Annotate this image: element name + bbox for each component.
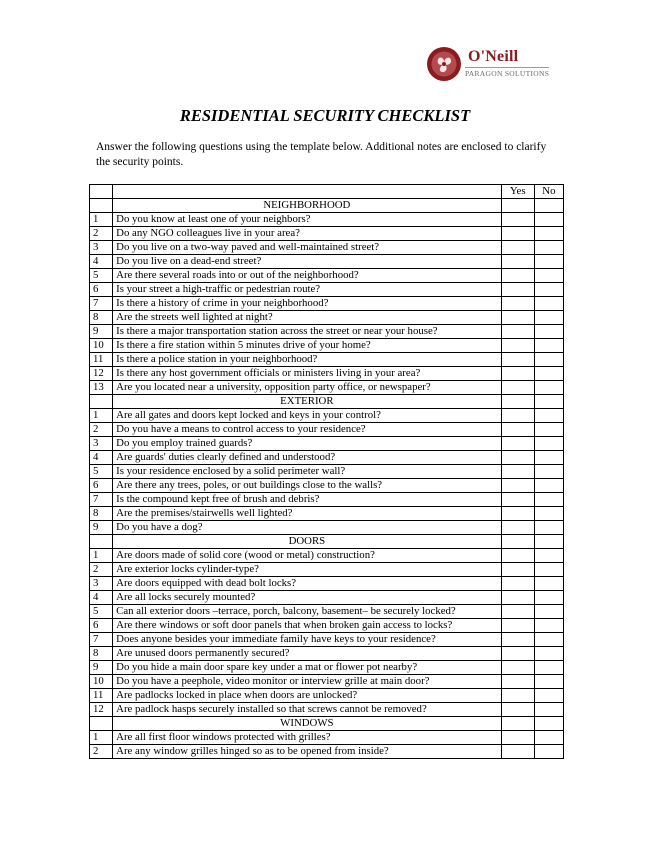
table-row	[90, 577, 564, 591]
answer-yes-cell[interactable]	[501, 451, 534, 465]
answer-yes-cell[interactable]	[501, 227, 534, 241]
question-text: Do you hide a main door spare key under a mat or flower pot nearby?	[113, 661, 501, 675]
answer-yes-cell[interactable]	[501, 605, 534, 619]
answer-no-cell[interactable]	[534, 577, 563, 591]
answer-yes-cell[interactable]	[501, 479, 534, 493]
answer-yes-cell[interactable]	[501, 423, 534, 437]
question-text: Are doors equipped with dead bolt locks?	[113, 577, 501, 591]
answer-yes-cell[interactable]	[501, 675, 534, 689]
answer-no-cell[interactable]	[534, 269, 563, 283]
question-number: 9	[90, 325, 113, 339]
table-row	[90, 661, 564, 675]
table-row	[90, 269, 564, 283]
answer-yes-cell[interactable]	[501, 689, 534, 703]
question-number: 4	[90, 451, 113, 465]
question-text: Do you know at least one of your neighbors?	[113, 213, 501, 227]
answer-no-cell[interactable]	[534, 703, 563, 717]
table-row	[90, 213, 564, 227]
question-number: 9	[90, 661, 113, 675]
question-text: Do you employ trained guards?	[113, 437, 501, 451]
table-row	[90, 241, 564, 255]
question-text: Are there any trees, poles, or out buildings close to the walls?	[113, 479, 501, 493]
table-row	[90, 731, 564, 745]
question-number: 1	[90, 731, 113, 745]
answer-no-cell[interactable]	[534, 213, 563, 227]
answer-no-cell[interactable]	[534, 507, 563, 521]
table-row	[90, 255, 564, 269]
question-number: 3	[90, 577, 113, 591]
table-row	[90, 283, 564, 297]
company-logo	[426, 46, 566, 82]
question-text: Is your residence enclosed by a solid perimeter wall?	[113, 465, 501, 479]
question-number: 11	[90, 689, 113, 703]
logo-tagline: PARAGON SOLUTIONS	[465, 69, 550, 78]
answer-yes-cell[interactable]	[501, 339, 534, 353]
answer-yes-cell[interactable]	[501, 325, 534, 339]
question-number: 3	[90, 437, 113, 451]
question-text: Is there a history of crime in your neighborhood?	[113, 297, 501, 311]
table-row	[90, 745, 564, 759]
answer-no-cell[interactable]	[534, 311, 563, 325]
answer-yes-cell[interactable]	[501, 353, 534, 367]
answer-no-cell[interactable]	[534, 731, 563, 745]
section-no-cell	[534, 395, 563, 409]
question-number: 4	[90, 591, 113, 605]
question-number: 2	[90, 227, 113, 241]
question-text: Is there any host government officials or ministers living in your area?	[113, 367, 501, 381]
answer-no-cell[interactable]	[534, 661, 563, 675]
question-text: Are exterior locks cylinder-type?	[113, 563, 501, 577]
question-text: Do you have a means to control access to your residence?	[113, 423, 501, 437]
question-text: Are all locks securely mounted?	[113, 591, 501, 605]
question-text: Do you have a dog?	[113, 521, 501, 535]
table-row	[90, 647, 564, 661]
answer-no-cell[interactable]	[534, 605, 563, 619]
section-yes-cell	[501, 199, 534, 213]
question-text: Do you live on a two-way paved and well-maintained street?	[113, 241, 501, 255]
table-row	[90, 325, 564, 339]
answer-yes-cell[interactable]	[501, 311, 534, 325]
section-row-doors	[90, 535, 564, 549]
question-text: Is there a major transportation station across the street or near your house?	[113, 325, 501, 339]
question-text: Are unused doors permanently secured?	[113, 647, 501, 661]
question-text: Do you live on a dead-end street?	[113, 255, 501, 269]
section-heading: NEIGHBORHOOD	[113, 199, 501, 213]
security-checklist-table	[89, 184, 564, 759]
answer-yes-cell[interactable]	[501, 437, 534, 451]
answer-yes-cell[interactable]	[501, 255, 534, 269]
table-row	[90, 507, 564, 521]
header-no: No	[534, 185, 563, 199]
section-yes-cell	[501, 395, 534, 409]
question-number: 5	[90, 465, 113, 479]
question-number: 5	[90, 605, 113, 619]
table-row	[90, 339, 564, 353]
answer-no-cell[interactable]	[534, 633, 563, 647]
section-heading: DOORS	[113, 535, 501, 549]
answer-no-cell[interactable]	[534, 381, 563, 395]
question-number: 1	[90, 409, 113, 423]
answer-no-cell[interactable]	[534, 339, 563, 353]
answer-yes-cell[interactable]	[501, 507, 534, 521]
section-spacer-cell	[90, 199, 113, 213]
table-header-row	[90, 185, 564, 199]
question-number: 7	[90, 297, 113, 311]
question-text: Does anyone besides your immediate family have keys to your residence?	[113, 633, 501, 647]
section-heading: WINDOWS	[113, 717, 501, 731]
question-number: 1	[90, 213, 113, 227]
section-spacer-cell	[90, 717, 113, 731]
question-text: Are you located near a university, opposition party office, or newspaper?	[113, 381, 501, 395]
question-number: 12	[90, 703, 113, 717]
section-row-neighborhood	[90, 199, 564, 213]
section-yes-cell	[501, 535, 534, 549]
header-yes: Yes	[501, 185, 534, 199]
section-yes-cell	[501, 717, 534, 731]
answer-yes-cell[interactable]	[501, 465, 534, 479]
question-number: 8	[90, 507, 113, 521]
answer-no-cell[interactable]	[534, 493, 563, 507]
answer-yes-cell[interactable]	[501, 633, 534, 647]
section-no-cell	[534, 535, 563, 549]
section-heading: EXTERIOR	[113, 395, 501, 409]
answer-yes-cell[interactable]	[501, 577, 534, 591]
table-row	[90, 703, 564, 717]
table-row	[90, 493, 564, 507]
question-number: 10	[90, 339, 113, 353]
logo-name: O'Neill	[468, 48, 519, 65]
question-text: Are the premises/stairwells well lighted?	[113, 507, 501, 521]
answer-no-cell[interactable]	[534, 297, 563, 311]
question-text: Is there a fire station within 5 minutes drive of your home?	[113, 339, 501, 353]
answer-yes-cell[interactable]	[501, 381, 534, 395]
section-row-exterior	[90, 395, 564, 409]
question-text: Is the compound kept free of brush and debris?	[113, 493, 501, 507]
answer-yes-cell[interactable]	[501, 493, 534, 507]
answer-no-cell[interactable]	[534, 241, 563, 255]
answer-no-cell[interactable]	[534, 675, 563, 689]
question-text: Are the streets well lighted at night?	[113, 311, 501, 325]
answer-yes-cell[interactable]	[501, 661, 534, 675]
table-row	[90, 521, 564, 535]
answer-no-cell[interactable]	[534, 689, 563, 703]
question-number: 6	[90, 479, 113, 493]
question-text: Are guards' duties clearly defined and understood?	[113, 451, 501, 465]
answer-no-cell[interactable]	[534, 367, 563, 381]
answer-no-cell[interactable]	[534, 521, 563, 535]
question-text: Is there a police station in your neighborhood?	[113, 353, 501, 367]
table-row	[90, 465, 564, 479]
question-number: 7	[90, 493, 113, 507]
question-number: 12	[90, 367, 113, 381]
table-row	[90, 633, 564, 647]
answer-no-cell[interactable]	[534, 227, 563, 241]
question-text: Can all exterior doors –terrace, porch, balcony, basement– be securely locked?	[113, 605, 501, 619]
answer-no-cell[interactable]	[534, 437, 563, 451]
answer-no-cell[interactable]	[534, 325, 563, 339]
section-spacer-cell	[90, 535, 113, 549]
answer-no-cell[interactable]	[534, 465, 563, 479]
answer-yes-cell[interactable]	[501, 647, 534, 661]
question-text: Are there several roads into or out of the neighborhood?	[113, 269, 501, 283]
question-number: 10	[90, 675, 113, 689]
question-number: 3	[90, 241, 113, 255]
answer-yes-cell[interactable]	[501, 745, 534, 759]
answer-no-cell[interactable]	[534, 591, 563, 605]
question-number: 2	[90, 745, 113, 759]
question-number: 11	[90, 353, 113, 367]
answer-no-cell[interactable]	[534, 283, 563, 297]
table-row	[90, 451, 564, 465]
table-row	[90, 437, 564, 451]
answer-no-cell[interactable]	[534, 647, 563, 661]
table-row	[90, 605, 564, 619]
answer-yes-cell[interactable]	[501, 213, 534, 227]
question-number: 6	[90, 619, 113, 633]
section-no-cell	[534, 199, 563, 213]
table-row	[90, 619, 564, 633]
question-text: Are all gates and doors kept locked and keys in your control?	[113, 409, 501, 423]
answer-no-cell[interactable]	[534, 255, 563, 269]
table-row	[90, 227, 564, 241]
question-number: 5	[90, 269, 113, 283]
page-title: RESIDENTIAL SECURITY CHECKLIST	[179, 106, 471, 125]
answer-yes-cell[interactable]	[501, 703, 534, 717]
table-row	[90, 297, 564, 311]
answer-yes-cell[interactable]	[501, 619, 534, 633]
table-row	[90, 409, 564, 423]
question-number: 9	[90, 521, 113, 535]
question-text: Do any NGO colleagues live in your area?	[113, 227, 501, 241]
intro-paragraph: Answer the following questions using the template below. Additional notes are enclosed to clarify the security points.	[96, 141, 547, 168]
answer-no-cell[interactable]	[534, 451, 563, 465]
triskelion-logo-icon	[426, 46, 462, 82]
table-row	[90, 367, 564, 381]
question-number: 13	[90, 381, 113, 395]
table-row	[90, 591, 564, 605]
table-row	[90, 381, 564, 395]
answer-yes-cell[interactable]	[501, 283, 534, 297]
answer-yes-cell[interactable]	[501, 549, 534, 563]
table-row	[90, 549, 564, 563]
answer-yes-cell[interactable]	[501, 297, 534, 311]
section-spacer-cell	[90, 395, 113, 409]
answer-no-cell[interactable]	[534, 423, 563, 437]
question-number: 1	[90, 549, 113, 563]
question-number: 2	[90, 423, 113, 437]
table-row	[90, 353, 564, 367]
question-number: 8	[90, 311, 113, 325]
answer-yes-cell[interactable]	[501, 591, 534, 605]
answer-no-cell[interactable]	[534, 549, 563, 563]
table-row	[90, 311, 564, 325]
table-row	[90, 689, 564, 703]
question-text: Are all first floor windows protected with grilles?	[113, 731, 501, 745]
answer-yes-cell[interactable]	[501, 731, 534, 745]
answer-yes-cell[interactable]	[501, 241, 534, 255]
question-text: Is your street a high-traffic or pedestrian route?	[113, 283, 501, 297]
answer-no-cell[interactable]	[534, 353, 563, 367]
answer-yes-cell[interactable]	[501, 269, 534, 283]
question-number: 2	[90, 563, 113, 577]
answer-no-cell[interactable]	[534, 409, 563, 423]
table-row	[90, 563, 564, 577]
question-number: 6	[90, 283, 113, 297]
answer-yes-cell[interactable]	[501, 367, 534, 381]
question-number: 7	[90, 633, 113, 647]
table-row	[90, 423, 564, 437]
question-text: Are any window grilles hinged so as to be opened from inside?	[113, 745, 501, 759]
header-number-cell	[90, 185, 113, 199]
answer-no-cell[interactable]	[534, 479, 563, 493]
answer-yes-cell[interactable]	[501, 521, 534, 535]
answer-no-cell[interactable]	[534, 619, 563, 633]
question-text: Are padlock hasps securely installed so that screws cannot be removed?	[113, 703, 501, 717]
table-row	[90, 675, 564, 689]
section-row-windows	[90, 717, 564, 731]
answer-no-cell[interactable]	[534, 563, 563, 577]
section-no-cell	[534, 717, 563, 731]
question-text: Are doors made of solid core (wood or metal) construction?	[113, 549, 501, 563]
question-number: 8	[90, 647, 113, 661]
question-text: Are padlocks locked in place when doors are unlocked?	[113, 689, 501, 703]
answer-yes-cell[interactable]	[501, 563, 534, 577]
header-question-cell	[113, 185, 501, 199]
question-text: Do you have a peephole, video monitor or interview grille at main door?	[113, 675, 501, 689]
table-row	[90, 479, 564, 493]
answer-yes-cell[interactable]	[501, 409, 534, 423]
question-number: 4	[90, 255, 113, 269]
question-text: Are there windows or soft door panels that when broken gain access to locks?	[113, 619, 501, 633]
answer-no-cell[interactable]	[534, 745, 563, 759]
